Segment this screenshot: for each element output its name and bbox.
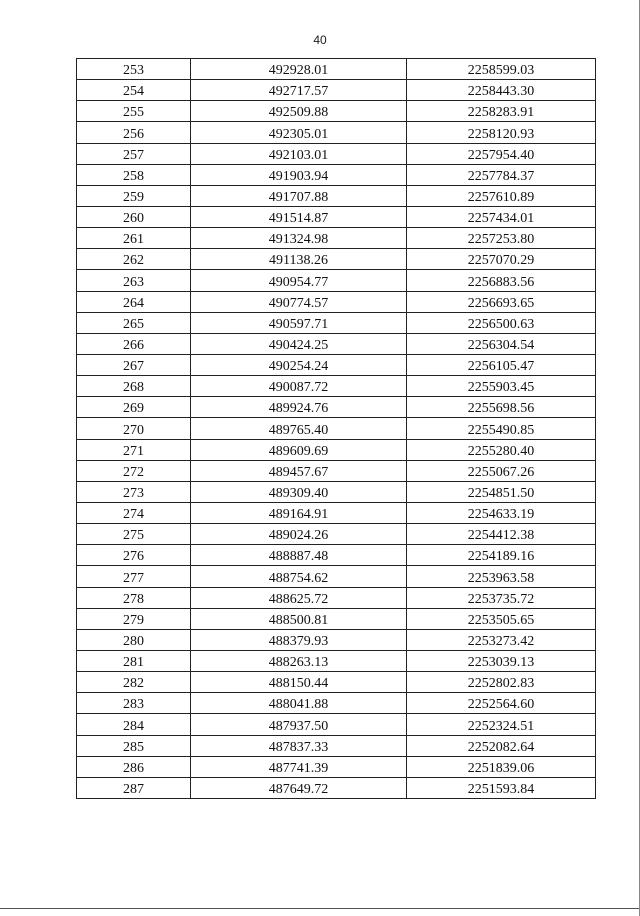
y-coordinate-cell: 2258120.93 [407, 122, 596, 143]
y-coordinate-cell: 2256883.56 [407, 270, 596, 291]
y-coordinate-cell: 2253735.72 [407, 587, 596, 608]
table-row [77, 481, 596, 502]
x-coordinate-cell: 488887.48 [191, 545, 407, 566]
x-coordinate-cell: 491903.94 [191, 164, 407, 185]
y-coordinate-cell: 2256693.65 [407, 291, 596, 312]
table-row [77, 122, 596, 143]
x-coordinate-cell: 489765.40 [191, 418, 407, 439]
point-number-cell: 263 [77, 270, 191, 291]
table-row [77, 206, 596, 227]
table-row [77, 439, 596, 460]
point-number-cell: 277 [77, 566, 191, 587]
x-coordinate-cell: 487741.39 [191, 756, 407, 777]
y-coordinate-cell: 2255067.26 [407, 460, 596, 481]
table-row [77, 333, 596, 354]
x-coordinate-cell: 490424.25 [191, 333, 407, 354]
x-coordinate-cell: 490254.24 [191, 354, 407, 375]
x-coordinate-cell: 489457.67 [191, 460, 407, 481]
y-coordinate-cell: 2255490.85 [407, 418, 596, 439]
y-coordinate-cell: 2254189.16 [407, 545, 596, 566]
point-number-cell: 283 [77, 693, 191, 714]
point-number-cell: 285 [77, 735, 191, 756]
y-coordinate-cell: 2252082.64 [407, 735, 596, 756]
x-coordinate-cell: 489924.76 [191, 397, 407, 418]
point-number-cell: 274 [77, 502, 191, 523]
point-number-cell: 266 [77, 333, 191, 354]
table-row [77, 545, 596, 566]
y-coordinate-cell: 2254412.38 [407, 524, 596, 545]
y-coordinate-cell: 2257253.80 [407, 228, 596, 249]
y-coordinate-cell: 2255698.56 [407, 397, 596, 418]
x-coordinate-cell: 490954.77 [191, 270, 407, 291]
point-number-cell: 260 [77, 206, 191, 227]
y-coordinate-cell: 2255280.40 [407, 439, 596, 460]
table-row [77, 164, 596, 185]
point-number-cell: 271 [77, 439, 191, 460]
table-row [77, 693, 596, 714]
table-row [77, 756, 596, 777]
table-row [77, 101, 596, 122]
table-row [77, 735, 596, 756]
x-coordinate-cell: 488500.81 [191, 608, 407, 629]
x-coordinate-cell: 488625.72 [191, 587, 407, 608]
y-coordinate-cell: 2258599.03 [407, 59, 596, 80]
table-row [77, 312, 596, 333]
y-coordinate-cell: 2257954.40 [407, 143, 596, 164]
point-number-cell: 273 [77, 481, 191, 502]
x-coordinate-cell: 488041.88 [191, 693, 407, 714]
point-number-cell: 255 [77, 101, 191, 122]
table-row [77, 143, 596, 164]
x-coordinate-cell: 490597.71 [191, 312, 407, 333]
point-number-cell: 261 [77, 228, 191, 249]
table-row [77, 672, 596, 693]
y-coordinate-cell: 2257784.37 [407, 164, 596, 185]
x-coordinate-cell: 491514.87 [191, 206, 407, 227]
coordinates-table [76, 58, 596, 799]
x-coordinate-cell: 489164.91 [191, 502, 407, 523]
x-coordinate-cell: 491707.88 [191, 185, 407, 206]
point-number-cell: 270 [77, 418, 191, 439]
point-number-cell: 253 [77, 59, 191, 80]
x-coordinate-cell: 492509.88 [191, 101, 407, 122]
point-number-cell: 257 [77, 143, 191, 164]
y-coordinate-cell: 2253039.13 [407, 650, 596, 671]
x-coordinate-cell: 489609.69 [191, 439, 407, 460]
point-number-cell: 269 [77, 397, 191, 418]
point-number-cell: 268 [77, 376, 191, 397]
y-coordinate-cell: 2256500.63 [407, 312, 596, 333]
point-number-cell: 278 [77, 587, 191, 608]
table-body [77, 59, 596, 799]
table-row [77, 714, 596, 735]
table-row [77, 80, 596, 101]
scan-bottom-edge [0, 908, 640, 909]
y-coordinate-cell: 2252802.83 [407, 672, 596, 693]
table-row [77, 376, 596, 397]
x-coordinate-cell: 492928.01 [191, 59, 407, 80]
x-coordinate-cell: 491324.98 [191, 228, 407, 249]
x-coordinate-cell: 492103.01 [191, 143, 407, 164]
table-row [77, 524, 596, 545]
x-coordinate-cell: 489309.40 [191, 481, 407, 502]
table-row [77, 650, 596, 671]
x-coordinate-cell: 489024.26 [191, 524, 407, 545]
point-number-cell: 286 [77, 756, 191, 777]
y-coordinate-cell: 2252324.51 [407, 714, 596, 735]
point-number-cell: 264 [77, 291, 191, 312]
point-number-cell: 281 [77, 650, 191, 671]
x-coordinate-cell: 492305.01 [191, 122, 407, 143]
point-number-cell: 279 [77, 608, 191, 629]
table-row [77, 291, 596, 312]
point-number-cell: 276 [77, 545, 191, 566]
y-coordinate-cell: 2257434.01 [407, 206, 596, 227]
table-row [77, 629, 596, 650]
y-coordinate-cell: 2258443.30 [407, 80, 596, 101]
y-coordinate-cell: 2254633.19 [407, 502, 596, 523]
y-coordinate-cell: 2254851.50 [407, 481, 596, 502]
point-number-cell: 259 [77, 185, 191, 206]
point-number-cell: 280 [77, 629, 191, 650]
x-coordinate-cell: 492717.57 [191, 80, 407, 101]
x-coordinate-cell: 487937.50 [191, 714, 407, 735]
table-row [77, 566, 596, 587]
x-coordinate-cell: 488150.44 [191, 672, 407, 693]
x-coordinate-cell: 487649.72 [191, 777, 407, 798]
table-row [77, 59, 596, 80]
table-row [77, 397, 596, 418]
y-coordinate-cell: 2253273.42 [407, 629, 596, 650]
point-number-cell: 265 [77, 312, 191, 333]
y-coordinate-cell: 2253963.58 [407, 566, 596, 587]
table-row [77, 228, 596, 249]
y-coordinate-cell: 2252564.60 [407, 693, 596, 714]
y-coordinate-cell: 2255903.45 [407, 376, 596, 397]
point-number-cell: 262 [77, 249, 191, 270]
table-row [77, 460, 596, 481]
page-number: 40 [313, 33, 327, 47]
y-coordinate-cell: 2257070.29 [407, 249, 596, 270]
x-coordinate-cell: 491138.26 [191, 249, 407, 270]
y-coordinate-cell: 2257610.89 [407, 185, 596, 206]
x-coordinate-cell: 490774.57 [191, 291, 407, 312]
y-coordinate-cell: 2251593.84 [407, 777, 596, 798]
table-row [77, 608, 596, 629]
point-number-cell: 275 [77, 524, 191, 545]
table-row [77, 185, 596, 206]
point-number-cell: 287 [77, 777, 191, 798]
table-row [77, 270, 596, 291]
x-coordinate-cell: 488263.13 [191, 650, 407, 671]
y-coordinate-cell: 2258283.91 [407, 101, 596, 122]
table-row [77, 354, 596, 375]
point-number-cell: 282 [77, 672, 191, 693]
x-coordinate-cell: 487837.33 [191, 735, 407, 756]
point-number-cell: 267 [77, 354, 191, 375]
point-number-cell: 258 [77, 164, 191, 185]
point-number-cell: 272 [77, 460, 191, 481]
table-row [77, 502, 596, 523]
point-number-cell: 284 [77, 714, 191, 735]
y-coordinate-cell: 2256105.47 [407, 354, 596, 375]
table-row [77, 249, 596, 270]
table-row [77, 777, 596, 798]
point-number-cell: 254 [77, 80, 191, 101]
y-coordinate-cell: 2251839.06 [407, 756, 596, 777]
x-coordinate-cell: 488754.62 [191, 566, 407, 587]
table-row [77, 418, 596, 439]
y-coordinate-cell: 2253505.65 [407, 608, 596, 629]
point-number-cell: 256 [77, 122, 191, 143]
y-coordinate-cell: 2256304.54 [407, 333, 596, 354]
table-row [77, 587, 596, 608]
x-coordinate-cell: 490087.72 [191, 376, 407, 397]
x-coordinate-cell: 488379.93 [191, 629, 407, 650]
